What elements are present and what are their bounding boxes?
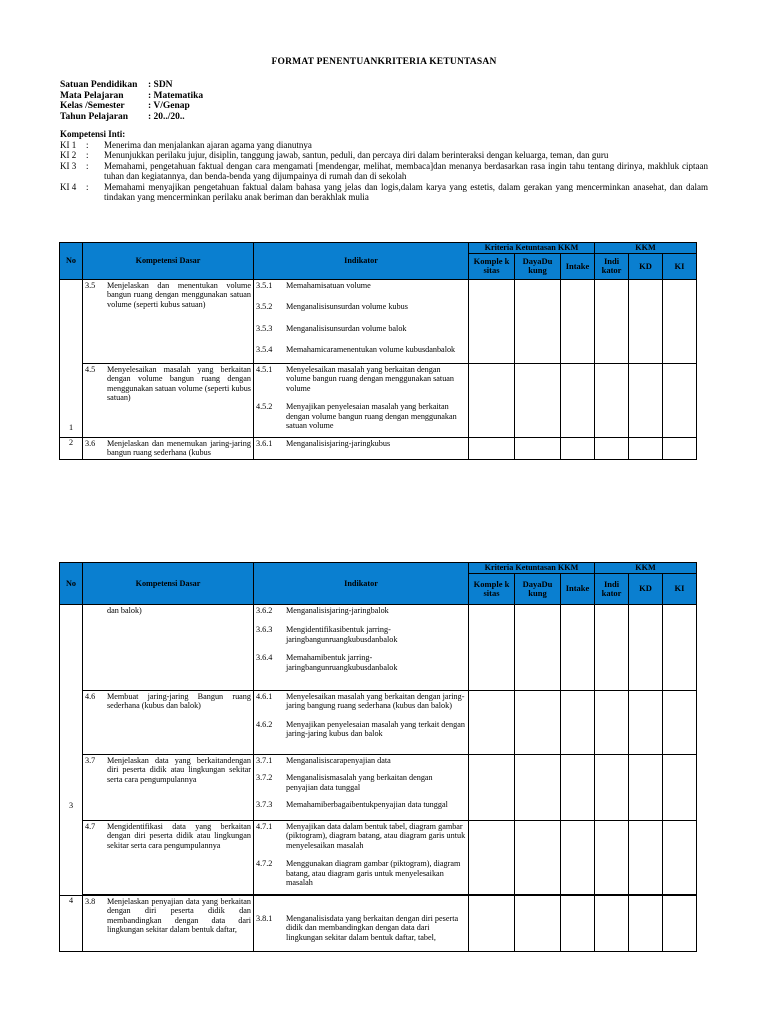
ki-text: Memahami, pengetahuan faktual dengan cara mengamati [mendengar, melihat, membaca]dan menanya berdasarkan rasa ingin tahu tentang dirinya, makhluk ciptaan tuhan dan kegiatannya, dan benda-benda yang dijumpainya di rumah dan di sekolah (104, 160, 708, 181)
ki-item (60, 150, 708, 161)
ki-label: KI 4 (60, 181, 77, 192)
ki-text: Menerima dan menjalankan ajaran agama yang dianutnya (104, 139, 312, 150)
indicator-number: 3.7.3 (256, 800, 273, 809)
row-number: 3 (60, 604, 83, 895)
indicator-text: Menganalisisdata yang berkaitan dengan diri peserta didik dan membandingkan dengan data dari lingkungan sekitar dalam bentuk daftar, tabel, (286, 913, 459, 942)
meta-value: : SDN (148, 80, 173, 90)
header-no: No (60, 243, 83, 280)
page-title: FORMAT PENENTUANKRITERIA KETUNTASAN (271, 57, 497, 67)
ki-label: KI 3 (60, 160, 77, 171)
indicator-number: 4.6.2 (256, 719, 273, 729)
ki-colon: : (86, 139, 89, 150)
kd-number: 3.6 (85, 438, 96, 448)
indicator-number: 3.6.1 (256, 438, 273, 448)
indicator-number: 4.6.1 (256, 691, 273, 701)
header-kd: KD (629, 253, 663, 279)
ki-label: KI 2 (60, 150, 77, 160)
indicator-number: 3.5.1 (256, 280, 273, 290)
meta-value: : V/Genap (148, 101, 190, 111)
table-row (60, 690, 697, 754)
indicator-number: 3.8.1 (256, 913, 273, 923)
indicator-text: Memahamibentuk jarring-jaringbangunruangkubusdanbalok (286, 653, 398, 672)
indicator-text: Menyelesaikan masalah yang berkaitan dengan jaring-jaring bangung ruang sederhana (kubus dan balok) (286, 691, 465, 710)
indicator-text: Menyelesaikan masalah yang berkaitan dengan volume bangun ruang dengan menggunakan satuan volume (286, 364, 455, 393)
identity-block (60, 80, 203, 122)
header-kd: KD (629, 573, 663, 604)
kd-text: Menyelesaikan masalah yang berkaitan dengan volume bangun ruang dengan menggunakan satuan volume (seperti kubus satuan) (107, 364, 251, 402)
indicator-number: 3.6.3 (256, 625, 273, 634)
header-no: No (60, 563, 83, 605)
header-indikator: Indikator (254, 243, 469, 280)
kkm-table-1 (59, 242, 697, 460)
meta-key: Kelas /Semester (60, 101, 125, 111)
header-kompetensi-dasar: Kompetensi Dasar (83, 563, 254, 605)
ki-text: Memahami menyajikan pengetahuan faktual dalam bahasa yang jelas dan logis,dalam karya yang estetis, dalam gerakan yang mencerminkan anasehat, dan dalam tindakan yang mencerminkan perilaku anak beriman dan berakhlak mulia (104, 181, 708, 202)
indicator-number: 3.7.1 (256, 755, 273, 765)
kd-number: 3.7 (85, 755, 96, 765)
indicator-text: Menggunakan diagram gambar (piktogram), diagram batang, atau diagram garis untuk menyelesaikan masalah (286, 859, 461, 887)
header-indikator: Indikator (254, 563, 469, 605)
kd-number: 3.8 (85, 896, 96, 906)
header-indikator-short: Indi kator (595, 253, 629, 279)
indicator-number: 3.5.2 (256, 302, 273, 311)
ki-item (60, 161, 708, 182)
meta-row (60, 80, 203, 91)
header-kriteria: Kriteria Ketuntasan KKM (469, 563, 595, 574)
meta-key: Satuan Pendidikan (60, 80, 138, 90)
indicator-text: Menyajikan penyelesaian masalah yang berkaitan dengan volume bangun ruang dengan menggunakan satuan volume (286, 402, 457, 430)
meta-key: Tahun Pelajaran (60, 111, 129, 122)
table-row (60, 820, 697, 894)
header-kkm: KKM (595, 563, 697, 574)
kd-text: Menjelaskan dan menemukan jaring-jaring bangun ruang sederhana (kubus (107, 438, 251, 457)
ki-item (60, 140, 708, 151)
row-number: 2 (60, 437, 83, 459)
indicator-text: Memahamiberbagaibentukpenyajian data tunggal (286, 800, 448, 809)
table-row (60, 437, 697, 459)
indicator-text: Menyajikan data dalam bentuk tabel, diagram gambar (piktogram), diagram batang, atau diagram garis untuk menyelesaikan masalah (286, 821, 466, 850)
header-intake: Intake (561, 573, 595, 604)
header-indikator-short: Indi kator (595, 573, 629, 604)
indicator-text: Memahamicaramenentukan volume kubusdanbalok (286, 345, 456, 354)
meta-row (60, 112, 203, 123)
table-row (60, 754, 697, 820)
kompetensi-heading: Kompetensi Inti: (60, 129, 126, 139)
header-ki: KI (663, 253, 697, 279)
header-kompleksitas: Komple k sitas (469, 253, 515, 279)
indicator-text: Menganalisisjaring-jaringbalok (286, 605, 389, 615)
ki-colon: : (86, 160, 89, 171)
indicator-number: 3.6.2 (256, 605, 273, 615)
kd-number: 4.5 (85, 364, 96, 374)
table-row (60, 363, 697, 437)
kkm-table-2 (59, 562, 697, 952)
kd-number: 3.5 (85, 280, 96, 290)
table-row (60, 604, 697, 690)
header-dayadukung: DayaDu kung (515, 573, 561, 604)
ki-label: KI 1 (60, 139, 77, 150)
indicator-text: Menyajikan penyelesaian masalah yang terkait dengan jaring-jaring kubus dan balok (286, 719, 465, 738)
indicator-number: 4.5.2 (256, 402, 273, 411)
kd-text: Membuat jaring-jaring Bangun ruang sederhana (kubus dan balok) (107, 691, 251, 710)
ki-item (60, 182, 708, 203)
kd-text: Menjelaskan penyajian data yang berkaitan dengan diri peserta didik dan membandingkan dengan data dari lingkungan sekitar dalam bentuk daftar, (107, 896, 251, 934)
ki-text: Menunjukkan perilaku jujur, disiplin, tanggung jawab, santun, peduli, dan percaya diri dalam berinteraksi dengan keluarga, teman, dan guru (104, 150, 609, 160)
meta-row (60, 91, 203, 102)
kd-number: 4.6 (85, 691, 96, 701)
indicator-number: 4.7.1 (256, 821, 273, 831)
meta-row (60, 101, 203, 112)
indicator-number: 3.6.4 (256, 653, 273, 662)
indicator-text: Menganalisismasalah yang berkaitan dengan penyajian data tunggal (286, 773, 433, 792)
indicator-text: Menganalisiscarapenyajian data (286, 755, 391, 765)
kd-text: Menjelaskan dan menentukan volume bangun ruang dengan menggunakan satuan volume (seperti kubus satuan) (107, 280, 251, 309)
row-number: 4 (60, 895, 83, 951)
indicator-text: Menganalisisunsurdan volume balok (286, 323, 407, 333)
table-row (60, 895, 697, 951)
indicator-text: Mengidentifikasibentuk jarring-jaringbangunruangkubusdanbalok (286, 625, 398, 644)
header-dayadukung: DayaDu kung (515, 253, 561, 279)
kd-text: Mengidentifikasi data yang berkaitan dengan diri peserta didik atau lingkungan sekitar serta cara pengumpulannya (107, 821, 251, 850)
ki-colon: : (86, 150, 89, 160)
indicator-text: Menganalisisjaring-jaringkubus (286, 438, 391, 448)
indicator-number: 3.5.3 (256, 323, 273, 333)
row-number: 1 (60, 279, 83, 437)
header-ki: KI (663, 573, 697, 604)
header-kompleksitas: Komple k sitas (469, 573, 515, 604)
header-kompetensi-dasar: Kompetensi Dasar (83, 243, 254, 280)
kd-text: Menjelaskan data yang berkaitandengan diri peserta didik atau lingkungan sekitar serta cara pengumpulannya (107, 755, 251, 784)
header-kriteria: Kriteria Ketuntasan KKM (469, 243, 595, 254)
kompetensi-inti (60, 129, 708, 203)
indicator-number: 3.7.2 (256, 773, 273, 782)
table-row (60, 279, 697, 363)
kd-text: dan balok) (107, 605, 142, 615)
meta-value: : Matematika (148, 90, 204, 101)
indicator-number: 3.5.4 (256, 345, 273, 354)
indicator-number: 4.7.2 (256, 859, 273, 868)
header-intake: Intake (561, 253, 595, 279)
meta-value: : 20../20.. (148, 111, 185, 122)
ki-colon: : (86, 181, 89, 192)
meta-key: Mata Pelajaran (60, 90, 124, 101)
header-kkm: KKM (595, 243, 697, 254)
indicator-number: 4.5.1 (256, 364, 273, 374)
indicator-text: Memahamisatuan volume (286, 280, 371, 290)
indicator-text: Menganalisisunsurdan volume kubus (286, 302, 408, 311)
kd-number: 4.7 (85, 821, 96, 831)
